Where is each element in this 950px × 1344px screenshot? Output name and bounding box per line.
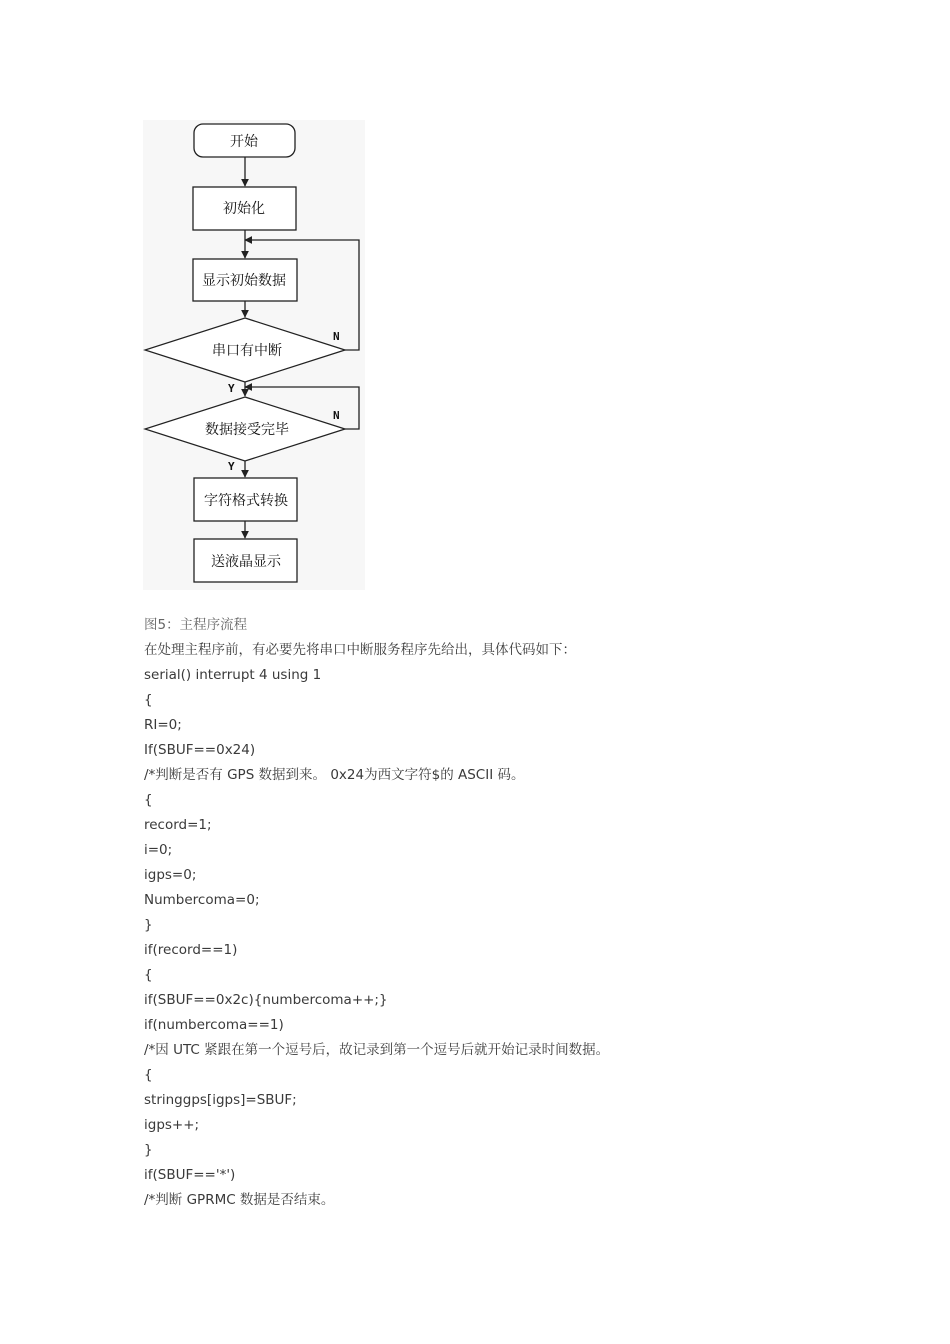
serial-no-label: N (333, 330, 340, 343)
main-program-flowchart (143, 120, 365, 590)
serial-interrupt-label: 串口有中断 (212, 343, 282, 359)
code-line: } (144, 1142, 153, 1158)
code-line: /*因 UTC 紧跟在第一个逗号后，故记录到第一个逗号后就开始记录时间数据。 (144, 1042, 610, 1058)
code-line: { (144, 1067, 153, 1083)
code-line: if(SBUF==0x2c){numbercoma++;} (144, 992, 388, 1008)
data-received-label: 数据接受完毕 (205, 422, 289, 438)
code-line: } (144, 917, 153, 933)
code-line: /*判断 GPRMC 数据是否结束。 (144, 1192, 335, 1208)
code-line: if(numbercoma==1) (144, 1017, 284, 1033)
code-line: igps++; (144, 1117, 200, 1133)
code-line: /*判断是否有 GPS 数据到来。 0x24为西文字符$的 ASCII 码。 (144, 767, 525, 783)
code-line: RI=0; (144, 717, 182, 733)
serial-yes-label: Y (228, 382, 235, 395)
code-line: If(SBUF==0x24) (144, 742, 256, 758)
send-lcd-label: 送液晶显示 (211, 554, 281, 570)
code-line: igps=0; (144, 867, 197, 883)
code-listing (144, 663, 904, 1213)
code-line: { (144, 792, 153, 808)
document-body (144, 613, 904, 1213)
intro-paragraph: 在处理主程序前，有必要先将串口中断服务程序先给出，具体代码如下： (144, 642, 576, 658)
code-line: i=0; (144, 842, 173, 858)
data-no-label: N (333, 409, 340, 422)
code-line: serial() interrupt 4 using 1 (144, 667, 322, 683)
init-node-label: 初始化 (223, 201, 265, 217)
code-line: record=1; (144, 817, 212, 833)
format-convert-label: 字符格式转换 (204, 493, 288, 509)
data-yes-label: Y (228, 460, 235, 473)
start-node-label: 开始 (230, 134, 258, 150)
code-line: stringgps[igps]=SBUF; (144, 1092, 297, 1108)
code-line: if(SBUF=='*') (144, 1167, 236, 1183)
code-line: { (144, 967, 153, 983)
code-line: Numbercoma=0; (144, 892, 260, 908)
code-line: if(record==1) (144, 942, 238, 958)
show-initial-node-label: 显示初始数据 (202, 273, 286, 289)
code-line: { (144, 692, 153, 708)
figure-caption: 图5：主程序流程 (144, 617, 248, 633)
